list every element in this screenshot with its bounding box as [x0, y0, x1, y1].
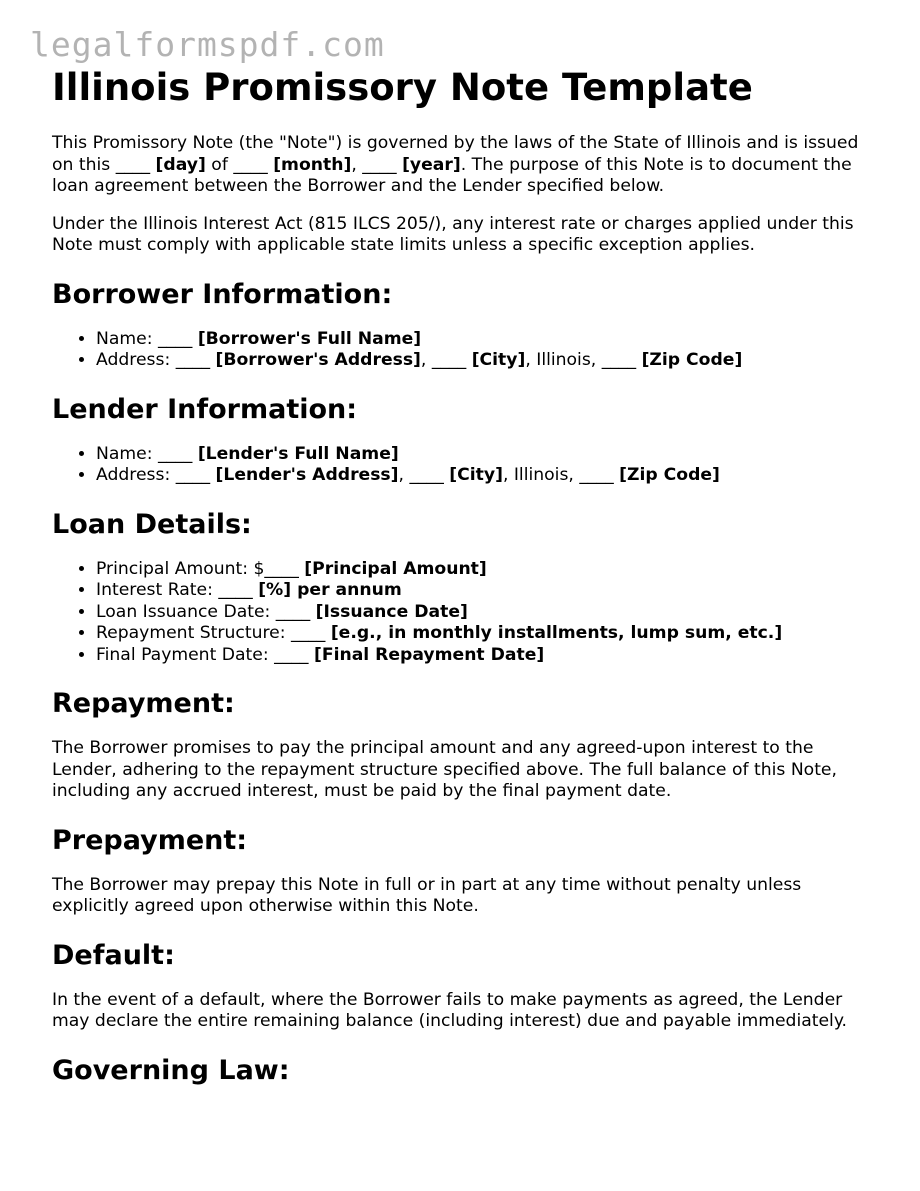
watermark: legalformspdf.com: [30, 25, 385, 64]
borrower-list: [52, 329, 872, 372]
month-placeholder: [month]: [273, 154, 352, 175]
default-heading: Default:: [52, 939, 175, 971]
intro-text-4: . The purpose of this Note is to document the loan agreement between the Borrower and the Lender specified below.: [52, 154, 852, 196]
lender-address-item: [96, 465, 872, 487]
day-placeholder: [day]: [155, 154, 206, 175]
prepayment-paragraph: The Borrower may prepay this Note in full or in part at any time without penalty unless explicitly agreed upon otherwise within this Note.: [52, 874, 802, 916]
lender-name-item: [96, 444, 872, 466]
borrower-zip-placeholder: [Zip Code]: [641, 350, 743, 370]
borrower-address-item: [96, 350, 872, 372]
default-paragraph: In the event of a default, where the Borrower fails to make payments as agreed, the Lender may declare the entire remaining balance (including interest) due and payable immediately.: [52, 989, 848, 1031]
lender-address-label: Address: ____: [96, 465, 216, 485]
loan-details-heading: Loan Details:: [52, 508, 252, 540]
governing-law-heading: Governing Law:: [52, 1054, 290, 1086]
repayment-heading: Repayment:: [52, 688, 235, 719]
loan-item-placeholder: [%] per annum: [258, 580, 402, 600]
lender-heading: Lender Information:: [52, 393, 358, 425]
borrower-address-label: Address: ____: [96, 350, 216, 370]
list-item: [96, 623, 872, 645]
borrower-address-placeholder: [Borrower's Address]: [215, 350, 421, 370]
loan-item-placeholder: [e.g., in monthly installments, lump sum, etc.]: [330, 623, 783, 643]
loan-item-placeholder: [Principal Amount]: [304, 558, 487, 579]
lender-state-text: , Illinois, ____: [502, 465, 620, 485]
interest-act-paragraph: Under the Illinois Interest Act (815 ILCS 205/), any interest rate or charges applied under this Note must comply with applicable state limits unless a specific exception applies.: [52, 213, 854, 255]
intro-paragraph: [52, 133, 872, 198]
lender-name-placeholder: [Lender's Full Name]: [197, 443, 399, 464]
list-item: [96, 645, 872, 667]
borrower-city-placeholder: [City]: [471, 350, 526, 370]
list-item: [96, 602, 872, 624]
borrower-name-placeholder: [Borrower's Full Name]: [197, 328, 422, 349]
borrower-city-sep: , ____: [420, 350, 472, 370]
intro-text-3: , ____: [351, 154, 403, 175]
loan-item-label: Repayment Structure: ____: [96, 623, 331, 643]
prepayment-heading: Prepayment:: [52, 824, 248, 856]
loan-item-label: Interest Rate: ____: [96, 580, 259, 600]
lender-city-placeholder: [City]: [449, 465, 503, 485]
borrower-name-label: Name: ____: [96, 328, 198, 349]
loan-item-placeholder: [Final Repayment Date]: [313, 644, 545, 665]
loan-item-label: Loan Issuance Date: ____: [96, 601, 316, 622]
lender-address-placeholder: [Lender's Address]: [215, 465, 399, 485]
list-item: [96, 580, 872, 602]
loan-item-placeholder: [Issuance Date]: [315, 601, 468, 622]
lender-name-label: Name: ____: [96, 443, 198, 464]
document-body: [52, 133, 872, 1105]
borrower-heading: Borrower Information:: [52, 278, 393, 310]
lender-city-sep: , ____: [398, 465, 450, 485]
borrower-name-item: [96, 329, 872, 351]
year-placeholder: [year]: [402, 154, 461, 175]
intro-text-2: of ____: [205, 154, 274, 175]
lender-zip-placeholder: [Zip Code]: [619, 465, 720, 485]
list-item: [96, 559, 872, 581]
loan-item-label: Principal Amount: $____: [96, 558, 305, 579]
page-title: Illinois Promissory Note Template: [52, 66, 753, 109]
lender-list: [52, 444, 872, 487]
intro-text-1: This Promissory Note (the "Note") is governed by the laws of the State of Illinois and is issued on this ____: [52, 133, 859, 175]
repayment-paragraph: The Borrower promises to pay the principal amount and any agreed-upon interest to the Lender, adhering to the repayment structure specified above. The full balance of this Note, including any accrued interest, must be paid by the final payment date.: [52, 738, 837, 801]
borrower-state-text: , Illinois, ____: [525, 350, 642, 370]
loan-item-label: Final Payment Date: ____: [96, 644, 314, 665]
loan-details-list: [52, 559, 872, 667]
